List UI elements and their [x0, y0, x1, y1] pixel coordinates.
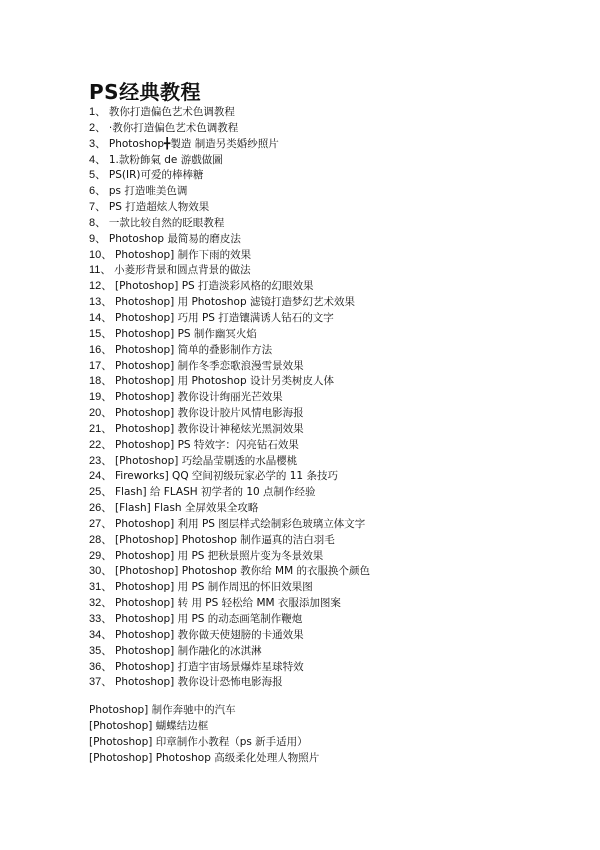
list-item-text: Photoshop] 转 用 PS 轻松给 MM 衣服添加图案: [115, 597, 341, 610]
list-item: [89, 564, 569, 580]
list-item-text: Photoshop] PS 制作幽冥火焰: [115, 327, 257, 340]
list-item-number: 31、: [89, 581, 113, 594]
list-item-text: [Flash] Flash 全屏效果全攻略: [115, 502, 259, 515]
list-item-number: 5、: [89, 169, 107, 182]
list-item: [89, 469, 569, 485]
list-item-text: PS(IR)可爱的棒棒糖: [108, 169, 204, 182]
list-item-text: Photoshop] 用 PS 的动态画笔制作鞭炮: [115, 613, 303, 625]
list-item: [89, 612, 569, 628]
list-item: [89, 390, 569, 406]
extra-list-item-text: [Photoshop] 印章制作小教程（ps 新手适用）: [89, 735, 308, 748]
list-item-number: 26、: [89, 502, 113, 515]
list-item-text: 一款比较自然的眨眼教程: [108, 216, 225, 229]
list-item-text: 1.款粉飾氣 de 游戲做圖: [108, 153, 223, 166]
list-item: [89, 327, 569, 343]
list-item: [89, 232, 569, 248]
list-item-number: 8、: [89, 216, 107, 229]
list-item-text: Photoshop] 制作下雨的效果: [115, 248, 252, 261]
list-item: [89, 184, 569, 200]
list-item-number: 29、: [89, 549, 113, 562]
list-item: [89, 343, 569, 359]
list-item-number: 36、: [89, 660, 113, 673]
tutorial-list: [89, 105, 569, 691]
list-item: [89, 406, 569, 422]
list-item-text: Photoshop] 简单的叠影制作方法: [115, 343, 273, 356]
list-item-text: Photoshop] 用 PS 把秋景照片变为冬景效果: [115, 549, 324, 562]
list-item: [89, 485, 569, 501]
list-item-number: 16、: [89, 343, 113, 356]
list-item: [89, 596, 569, 612]
list-item: [89, 311, 569, 327]
list-item-number: 14、: [89, 311, 113, 324]
list-item-text: Photoshop] 制作融化的冰淇淋: [115, 644, 262, 657]
list-item-number: 20、: [89, 407, 113, 420]
extra-tutorial-list: [89, 703, 569, 766]
list-item-number: 25、: [89, 486, 113, 499]
extra-list-item-text: Photoshop] 制作奔驰中的汽车: [89, 704, 236, 716]
extra-list-item: [89, 735, 569, 751]
list-item-number: 13、: [89, 296, 113, 309]
list-item: [89, 533, 569, 549]
list-item-number: 33、: [89, 613, 113, 625]
list-item-number: 2、: [89, 121, 107, 134]
list-item-number: 37、: [89, 676, 113, 689]
list-item: [89, 660, 569, 676]
list-item-number: 34、: [89, 628, 113, 641]
list-item-number: 6、: [89, 185, 107, 198]
list-item-text: Photoshop] 教你设计神秘炫光黑洞效果: [115, 422, 304, 435]
list-item-text: Photoshop] PS 特效字：闪亮钻石效果: [115, 438, 299, 451]
list-item-number: 32、: [89, 597, 113, 610]
list-item: [89, 295, 569, 311]
list-item-number: 18、: [89, 375, 113, 388]
list-item-text: Photoshop] 巧用 PS 打造镶满诱人钻石的文字: [115, 311, 334, 324]
list-item-text: Photoshop╋製造 制造另类婚纱照片: [108, 137, 279, 150]
list-item-text: ps 打造唯美色调: [108, 185, 188, 198]
list-item-number: 11、: [89, 264, 112, 277]
list-item-number: 28、: [89, 533, 113, 546]
list-item-text: Photoshop] 用 Photoshop 设计另类树皮人体: [115, 375, 334, 388]
list-item: [89, 422, 569, 438]
list-item: [89, 200, 569, 216]
list-item: [89, 279, 569, 295]
list-item-number: 35、: [89, 644, 113, 657]
list-item-text: [Photoshop] PS 打造淡彩风格的幻眼效果: [115, 280, 314, 293]
list-item-number: 24、: [89, 470, 113, 483]
list-item: [89, 644, 569, 660]
list-item-number: 3、: [89, 137, 107, 150]
list-item-number: 27、: [89, 517, 113, 530]
extra-list-item-text: [Photoshop] 蝴蝶结边框: [89, 719, 209, 732]
list-item-text: Fireworks] QQ 空间初级玩家必学的 11 条技巧: [115, 470, 338, 483]
list-item-text: 教你打造偏色艺术色调教程: [108, 106, 235, 118]
list-item: [89, 137, 569, 153]
list-item-text: Photoshop] 用 PS 制作周迅的怀旧效果图: [115, 581, 313, 594]
list-item-text: 小菱形背景和圆点背景的做法: [114, 264, 251, 277]
list-item-number: 7、: [89, 201, 107, 214]
list-item-text: Photoshop] 用 Photoshop 滤镜打造梦幻艺术效果: [115, 296, 355, 309]
list-item-text: ·教你打造偏色艺术色调教程: [108, 121, 239, 134]
list-item-text: Photoshop] 制作冬季恋歌浪漫雪景效果: [115, 359, 304, 372]
list-item-number: 10、: [89, 248, 113, 261]
list-item: [89, 628, 569, 644]
extra-list-item-text: [Photoshop] Photoshop 高级柔化处理人物照片: [89, 751, 320, 764]
list-item: [89, 549, 569, 565]
extra-list-item: [89, 719, 569, 735]
list-item-text: Photoshop 最简易的磨皮法: [108, 232, 241, 245]
list-item-text: [Photoshop] Photoshop 教你给 MM 的衣服换个颜色: [115, 565, 370, 578]
document-title: PS经典教程: [89, 80, 202, 104]
list-item-number: 21、: [89, 422, 113, 435]
list-item: [89, 517, 569, 533]
list-item: [89, 438, 569, 454]
list-item: [89, 675, 569, 691]
list-item-text: [Photoshop] Photoshop 制作逼真的洁白羽毛: [115, 533, 335, 546]
list-item: [89, 216, 569, 232]
list-item-text: Photoshop] 利用 PS 图层样式绘制彩色玻璃立体文字: [115, 517, 366, 530]
list-item-number: 30、: [89, 565, 113, 578]
list-item: [89, 168, 569, 184]
list-item-text: Photoshop] 教你设计恐怖电影海报: [115, 676, 283, 689]
list-item: [89, 105, 569, 121]
list-item-text: [Photoshop] 巧绘晶莹剔透的水晶樱桃: [115, 454, 298, 467]
list-item-number: 9、: [89, 232, 107, 245]
list-item-number: 23、: [89, 454, 113, 467]
list-item-number: 22、: [89, 438, 113, 451]
list-item-text: Photoshop] 教你设计胶片风情电影海报: [115, 407, 304, 420]
list-item-number: 4、: [89, 153, 107, 166]
list-item-number: 15、: [89, 327, 113, 340]
extra-list-item: [89, 703, 569, 719]
list-item-text: Photoshop] 教你设计绚丽光芒效果: [115, 391, 283, 404]
list-item-number: 12、: [89, 280, 113, 293]
list-item-number: 1、: [89, 106, 107, 118]
list-item-text: PS 打造超炫人物效果: [108, 201, 210, 214]
list-item: [89, 501, 569, 517]
list-item: [89, 580, 569, 596]
list-item: [89, 359, 569, 375]
list-item: [89, 248, 569, 264]
list-item: [89, 153, 569, 169]
list-item-number: 19、: [89, 391, 113, 404]
list-item: [89, 374, 569, 390]
list-item: [89, 121, 569, 137]
list-item: [89, 454, 569, 470]
extra-list-item: [89, 751, 569, 767]
list-item-number: 17、: [89, 359, 113, 372]
list-item-text: Flash] 给 FLASH 初学者的 10 点制作经验: [115, 486, 316, 499]
list-item: [89, 263, 569, 279]
list-item-text: Photoshop] 教你做天使翅膀的卡通效果: [115, 628, 304, 641]
list-item-text: Photoshop] 打造宇宙场景爆炸星球特效: [115, 660, 304, 673]
